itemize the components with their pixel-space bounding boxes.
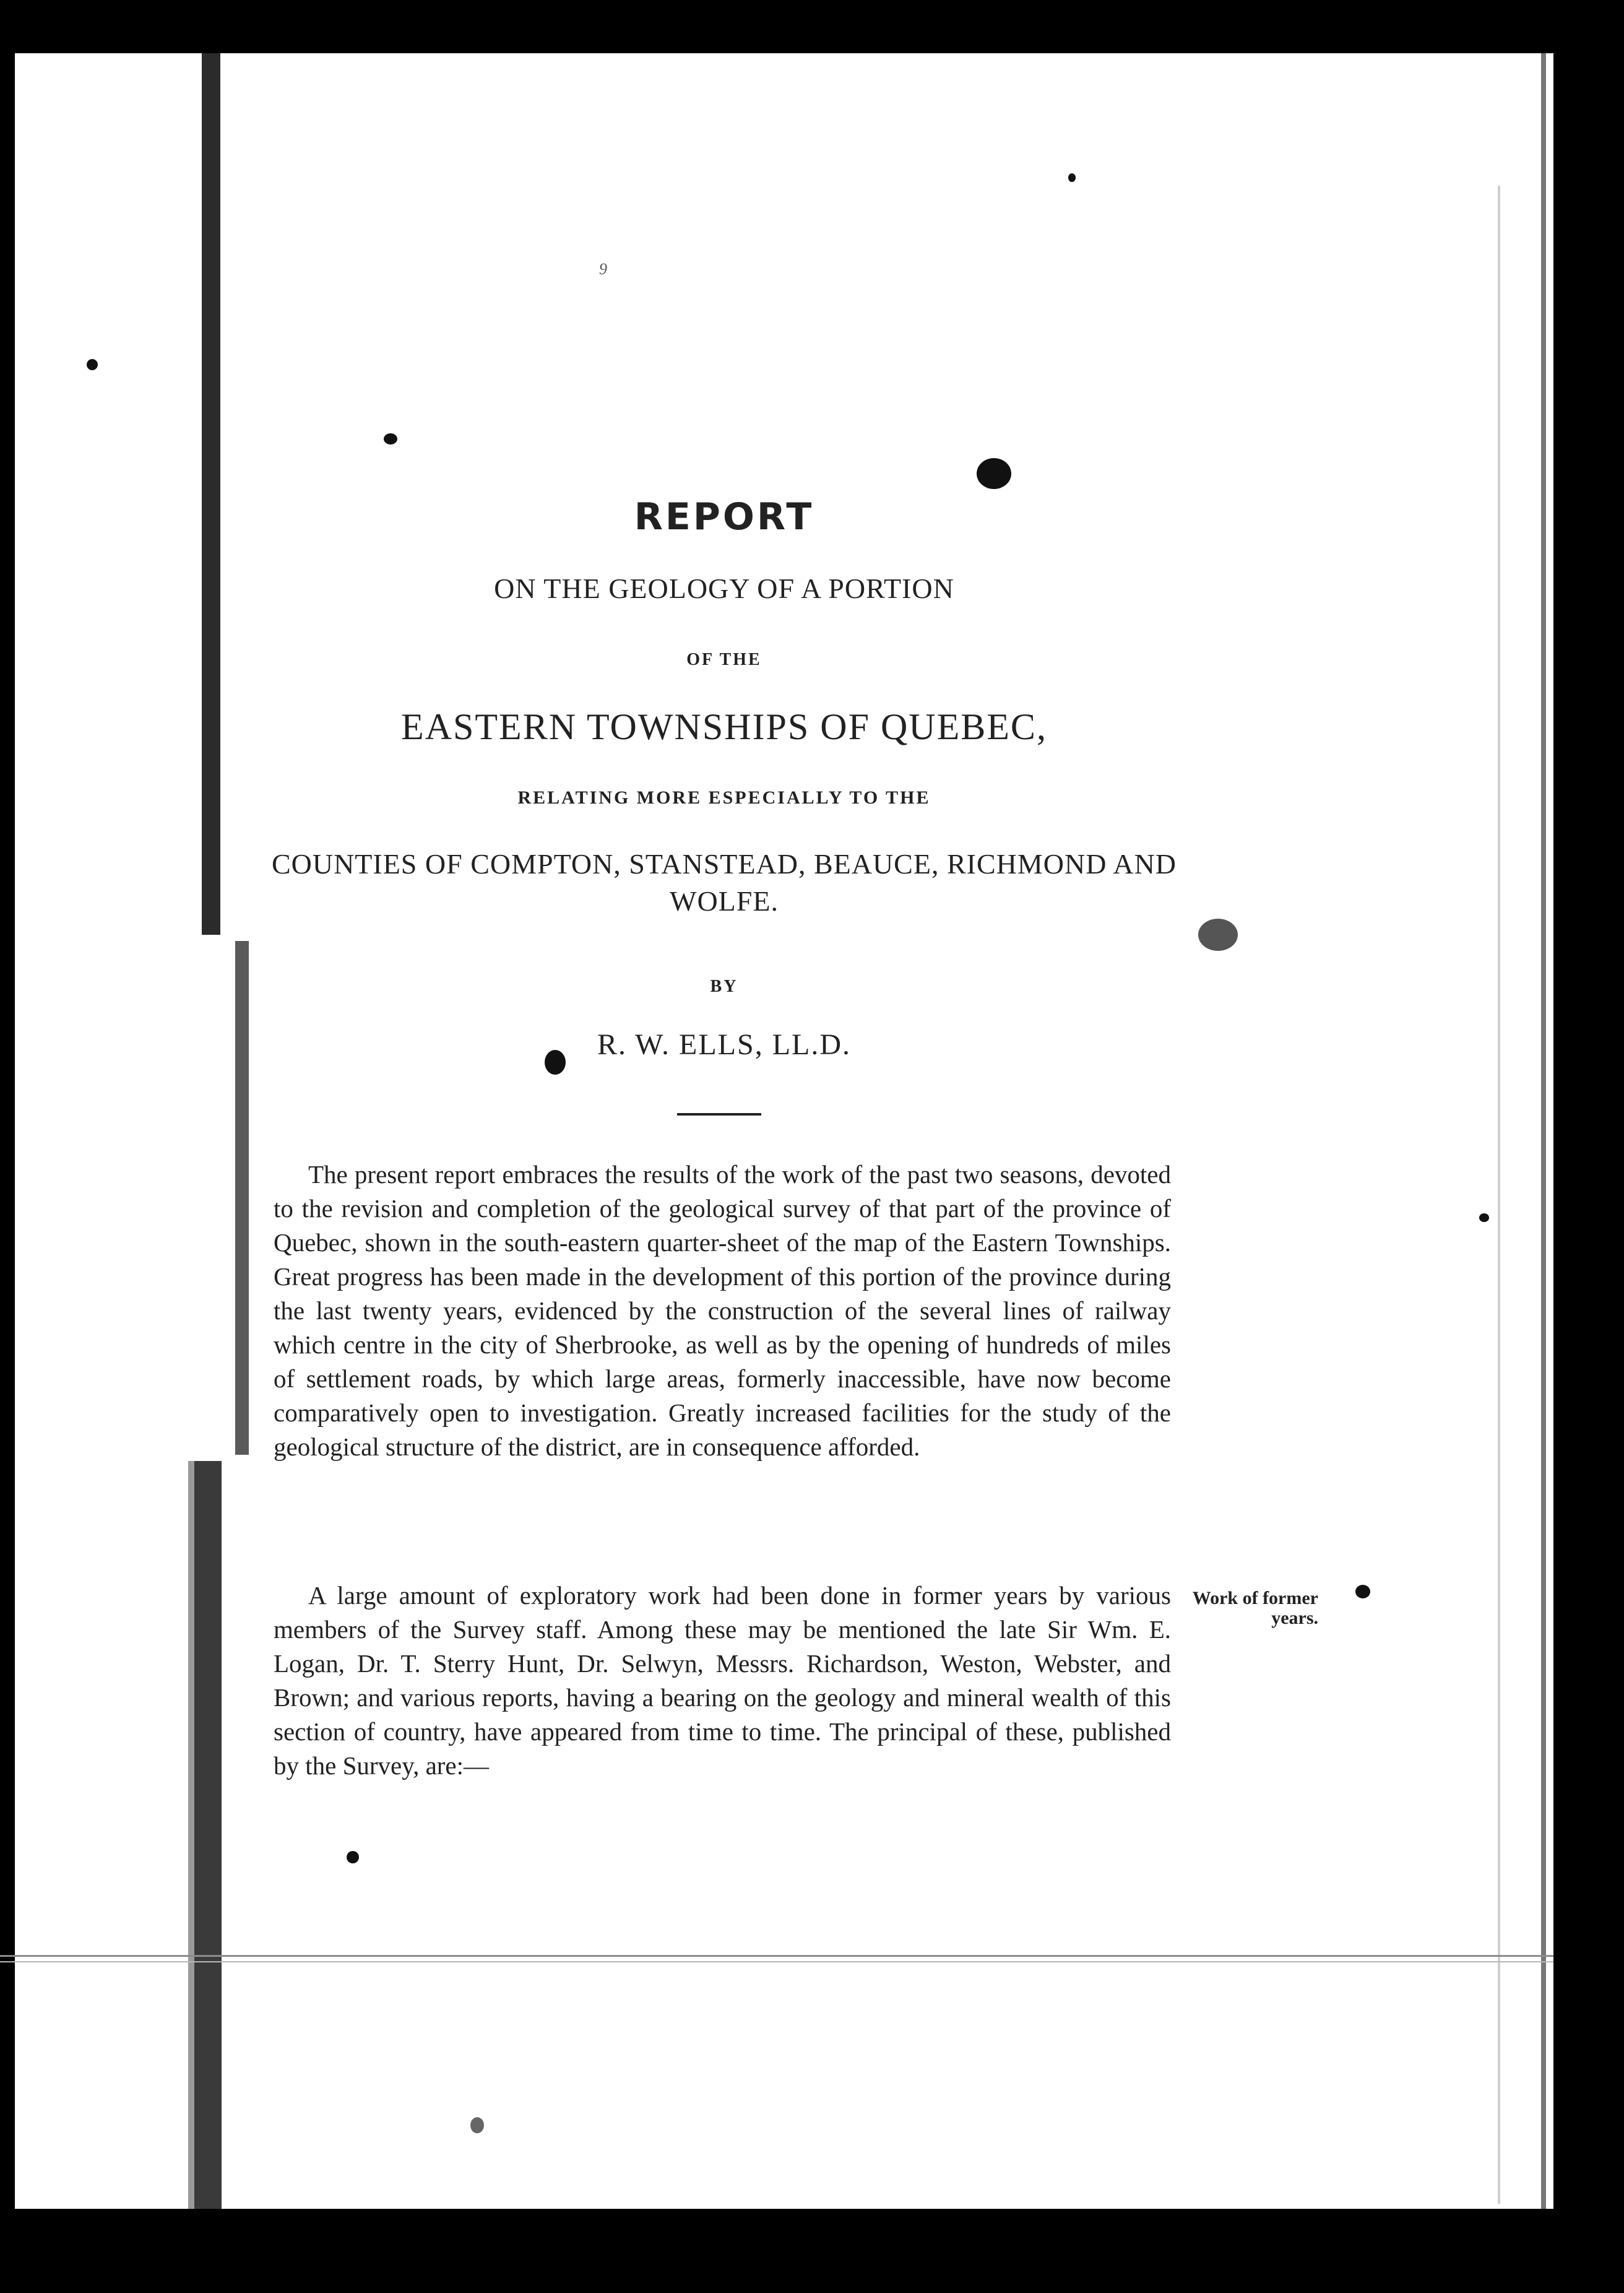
scan-border-bottom	[0, 2209, 1624, 2293]
fold-line-secondary	[0, 1961, 1553, 1962]
region-heading: EASTERN TOWNSHIPS OF QUEBEC,	[401, 706, 1047, 747]
ink-blot	[470, 2117, 484, 2133]
report-title: REPORT	[634, 495, 814, 539]
binding-gutter-middle	[235, 941, 249, 1455]
ink-blot	[1198, 919, 1238, 951]
body-paragraph: A large amount of exploratory work had been done in former years by various members of the Survey staff. Among these may be mentioned the late Sir Wm. E. Logan, Dr. T. Sterry Hunt, Dr. Selwyn, Messrs. Richardson, Weston, Webster, and Brown; and various reports, having a bearing on the geology and mineral wealth of this section of country, have appeared from time to time. The principal of these, published by the Survey, are:—	[274, 1581, 1171, 1780]
of-the-line: OF THE	[686, 650, 762, 669]
scan-border-top	[0, 0, 1624, 53]
page-edge-shadow	[1541, 53, 1546, 2209]
ink-blot	[1355, 1585, 1370, 1598]
binding-gutter-shadow	[188, 1461, 194, 2209]
ink-blot	[1068, 173, 1076, 182]
counties-heading: COUNTIES OF COMPTON, STANSTEAD, BEAUCE, RICHMOND AND WOLFE.	[271, 848, 1177, 917]
report-subtitle: ON THE GEOLOGY OF A PORTION	[494, 573, 954, 604]
ink-blot	[347, 1851, 359, 1863]
binding-gutter-upper	[202, 53, 220, 935]
margin-note: Work of former years.	[1192, 1588, 1318, 1628]
fold-line	[0, 1955, 1553, 1957]
page-edge-line	[1498, 186, 1500, 2204]
page-number: 9	[599, 260, 607, 278]
by-line: BY	[710, 977, 738, 996]
heading-rule	[677, 1113, 761, 1116]
ink-blot	[977, 458, 1011, 489]
ink-blot	[384, 433, 397, 444]
ink-blot	[87, 359, 98, 370]
scan-border-right	[1553, 0, 1624, 2293]
relating-line: RELATING MORE ESPECIALLY TO THE	[517, 787, 931, 808]
author-name: R. W. ELLS, LL.D.	[597, 1028, 851, 1061]
binding-gutter-lower	[194, 1461, 222, 2209]
ink-blot	[1479, 1213, 1489, 1222]
body-paragraph: The present report embraces the results of the work of the past two seasons, devoted to the revision and completion of the geological survey of that part of the province of Quebec, shown in the south-eastern quarter-sheet of the map of the Eastern Townships. Great progress has been made in the development of this portion of the province during the last twenty years, evidenced by the construction of the several lines of railway which centre in the city of Sherbrooke, as well as by the opening of hundreds of miles of settlement roads, by which large areas, formerly inaccessible, have now become comparatively open to investigation. Greatly increased facilities for the study of the geological structure of the district, are in consequence afforded.	[274, 1160, 1171, 1461]
scan-border-left	[0, 0, 15, 2293]
